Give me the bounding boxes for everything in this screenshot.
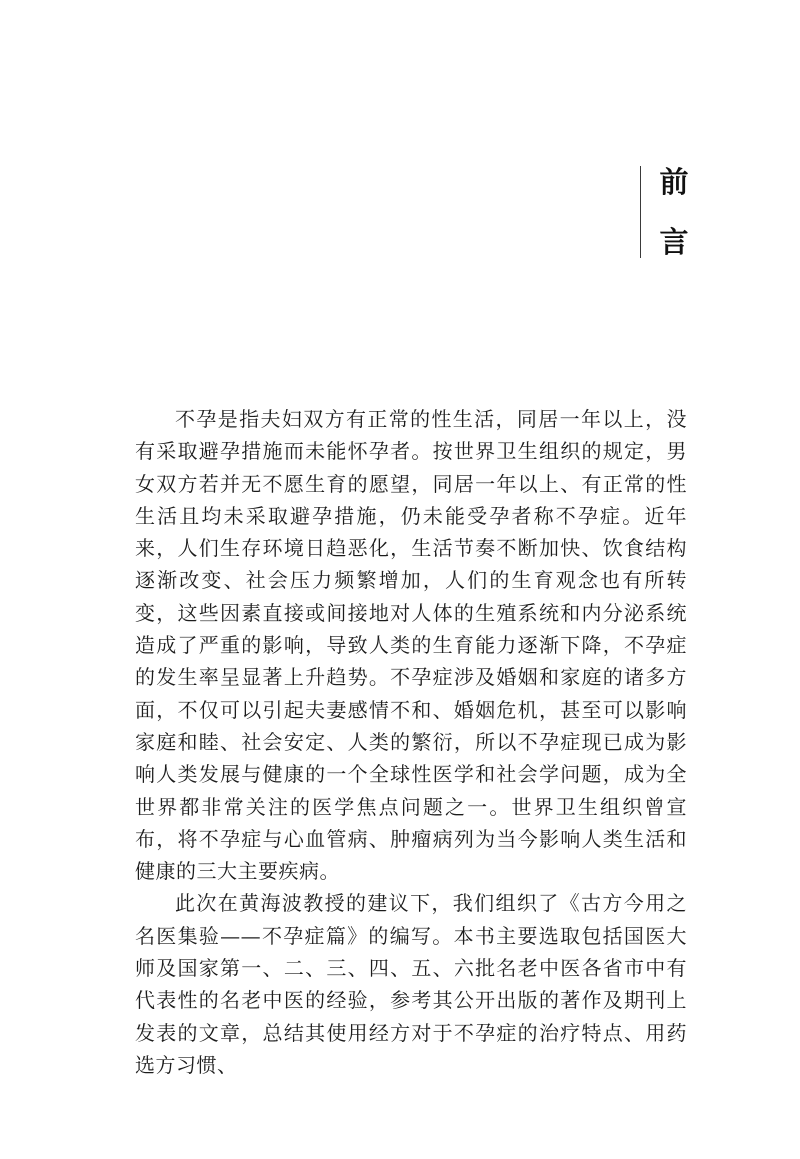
- paragraph-2: 此次在黄海波教授的建议下，我们组织了《古方今用之名医集验——不孕症篇》的编写。本书主要选取包括国医大师及国家第一、二、三、四、五、六批名老中医各省市中有代表性的名老中医的经验，参考其公开出版的著作及期刊上发表的文章，总结其使用经方对于不孕症的治疗特点、用药选方习惯、: [135, 891, 687, 1077]
- heading-char-2: 言: [659, 225, 689, 259]
- heading-vertical-rule: [640, 166, 641, 258]
- heading-char-1: 前: [659, 165, 689, 199]
- body-text: [135, 403, 687, 1081]
- preface-heading: [640, 160, 700, 260]
- paragraph-1: 不孕是指夫妇双方有正常的性生活，同居一年以上，没有采取避孕措施而未能怀孕者。按世界卫生组织的规定，男女双方若并无不愿生育的愿望，同居一年以上、有正常的性生活且均未采取避孕措施，仍未能受孕者称不孕症。近年来，人们生存环境日趋恶化，生活节奏不断加快、饮食结构逐渐改变、社会压力频繁增加，人们的生育观念也有所转变，这些因素直接或间接地对人体的生殖系统和内分泌系统造成了严重的影响，导致人类的生育能力逐渐下降，不孕症的发生率呈显著上升趋势。不孕症涉及婚姻和家庭的诸多方面，不仅可以引起夫妻感情不和、婚姻危机，甚至可以影响家庭和睦、社会安定、人类的繁衍，所以不孕症现已成为影响人类发展与健康的一个全球性医学和社会学问题，成为全世界都非常关注的医学焦点问题之一。世界卫生组织曾宣布，将不孕症与心血管病、肿瘤病列为当今影响人类生活和健康的三大主要疾病。: [135, 407, 687, 884]
